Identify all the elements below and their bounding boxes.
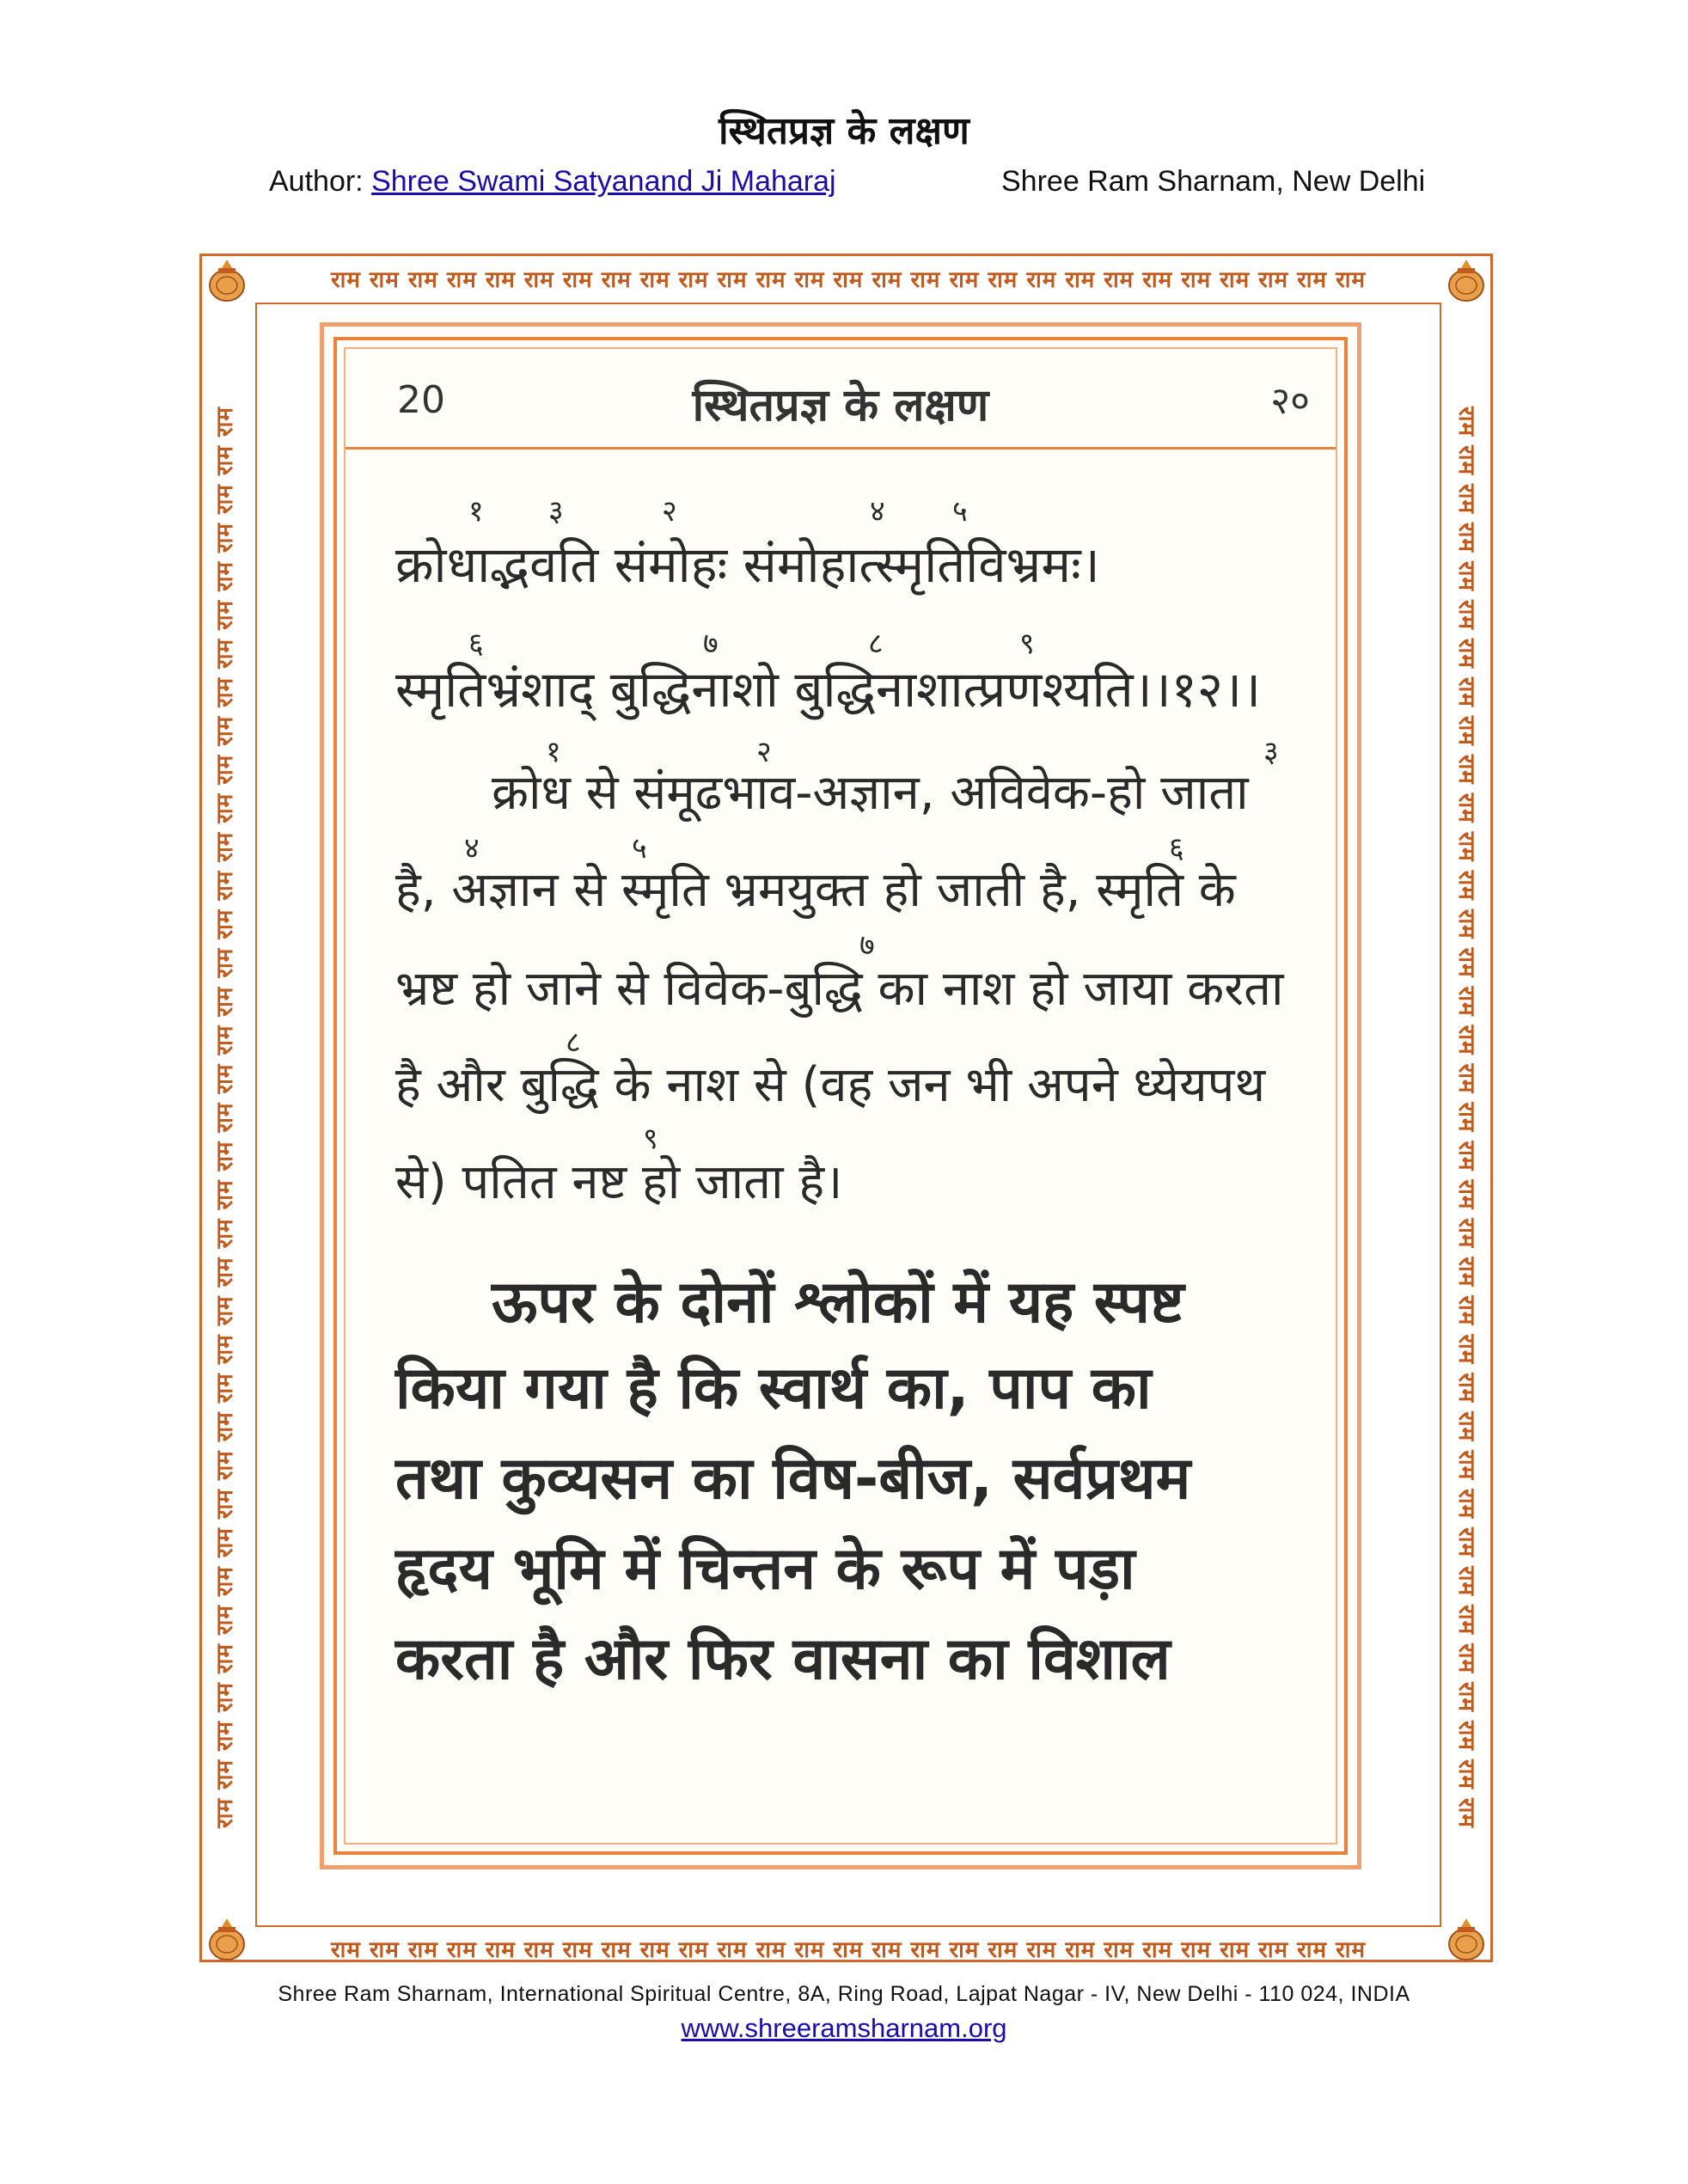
author-line xyxy=(269,165,836,199)
ram-border-bottom: राम राम राम राम राम राम राम राम राम राम राम राम राम राम राम राम राम राम राम राम राम राम राम राम राम राम राम xyxy=(330,1937,1367,1963)
word-index-number: ७ xyxy=(703,627,719,661)
word-index-number: ४ xyxy=(870,494,885,529)
word-index-number: ५ xyxy=(952,494,968,529)
translation-line: क्रोध से संमूढभाव-अज्ञान, अविवेक-हो जाता xyxy=(492,765,1249,821)
word-index-number: ५ xyxy=(632,831,647,866)
footer-address: Shree Ram Sharnam, International Spiritual Centre, 8A, Ring Road, Lajpat Nagar - IV, New Delhi - 110 024, INDIA xyxy=(278,1982,1410,2006)
word-index-number: ८ xyxy=(868,627,884,661)
word-index-number: ७ xyxy=(859,928,875,963)
ram-border-left-text: राम राम राम राम राम राम राम राम राम राम राम राम राम राम राम राम राम राम राम राम राम राम राम राम राम राम राम राम राम राम राम राम राम राम राम राम राम xyxy=(212,407,238,1828)
commentary-line: किया गया है कि स्वार्थ का, पाप का xyxy=(395,1355,1152,1422)
word-index-number: ९ xyxy=(1019,627,1035,661)
verse-line: स्मृतिभ्रंशाद् बुद्धिनाशो बुद्धिनाशात्प्रणश्यति।।१२।। xyxy=(395,660,1261,719)
page-number-right: २० xyxy=(1270,379,1310,423)
kalash-corner-icon xyxy=(1442,256,1490,304)
word-index-number: १ xyxy=(546,735,561,769)
author-link[interactable]: Shree Swami Satyanand Ji Maharaj xyxy=(371,165,836,198)
author-label: Author: xyxy=(269,165,372,198)
commentary-line: तथा कुव्यसन का विष-बीज, सर्वप्रथम xyxy=(395,1445,1191,1513)
word-index-number: १ xyxy=(468,494,484,529)
word-index-number: ३ xyxy=(548,494,564,529)
word-index-number: ८ xyxy=(566,1025,581,1060)
ram-border-top: राम राम राम राम राम राम राम राम राम राम राम राम राम राम राम राम राम राम राम राम राम राम राम राम राम राम राम xyxy=(330,267,1367,293)
word-index-number: ४ xyxy=(464,831,480,866)
word-index-number: २ xyxy=(756,735,772,769)
word-index-number: ६ xyxy=(468,627,484,661)
translation-line: है और बुद्धि के नाश से (वह जन भी अपने ध्येयपथ xyxy=(395,1057,1266,1113)
translation-line: भ्रष्ट हो जाने से विवेक-बुद्धि का नाश हो जाया करता xyxy=(395,961,1284,1017)
page-number-left: 20 xyxy=(397,378,445,422)
kalash-corner-icon xyxy=(203,1915,251,1963)
footer-website xyxy=(0,2013,1688,2044)
verse-line: क्रोधाद्भवति संमोहः संमोहात्स्मृतिविभ्रमः। xyxy=(395,535,1100,594)
publisher-name: Shree Ram Sharnam, New Delhi xyxy=(1001,165,1426,198)
document-title: स्थितप्रज्ञ के लक्षण xyxy=(719,109,969,153)
website-link[interactable]: www.shreeramsharnam.org xyxy=(681,2013,1007,2043)
commentary-line: हृदय भूमि में चिन्तन के रूप में पड़ा xyxy=(395,1535,1135,1603)
translation-line: से) पतित नष्ट हो जाता है। xyxy=(395,1154,843,1210)
ram-border-left xyxy=(206,309,244,1925)
kalash-corner-icon xyxy=(1442,1915,1490,1963)
word-index-number: ९ xyxy=(643,1122,658,1156)
author-row xyxy=(269,165,1429,208)
word-index-number: ३ xyxy=(1263,735,1279,769)
ram-border-right-text: राम राम राम राम राम राम राम राम राम राम राम राम राम राम राम राम राम राम राम राम राम राम राम राम राम राम राम राम राम राम राम राम राम राम राम राम राम xyxy=(1453,407,1479,1828)
word-index-number: ६ xyxy=(1169,831,1184,866)
book-page-header xyxy=(346,361,1336,450)
commentary-line: ऊपर के दोनों श्लोकों में यह स्पष्ट xyxy=(492,1269,1184,1337)
commentary-line: करता है और फिर वासना का विशाल xyxy=(395,1625,1171,1693)
kalash-corner-icon xyxy=(203,256,251,304)
book-page-title: स्थितप्रज्ञ के लक्षण xyxy=(692,380,989,431)
ram-border-right xyxy=(1447,309,1485,1925)
word-index-number: २ xyxy=(662,494,677,529)
translation-line: है, अज्ञान से स्मृति भ्रमयुक्त हो जाती है, स्मृति के xyxy=(395,862,1236,918)
